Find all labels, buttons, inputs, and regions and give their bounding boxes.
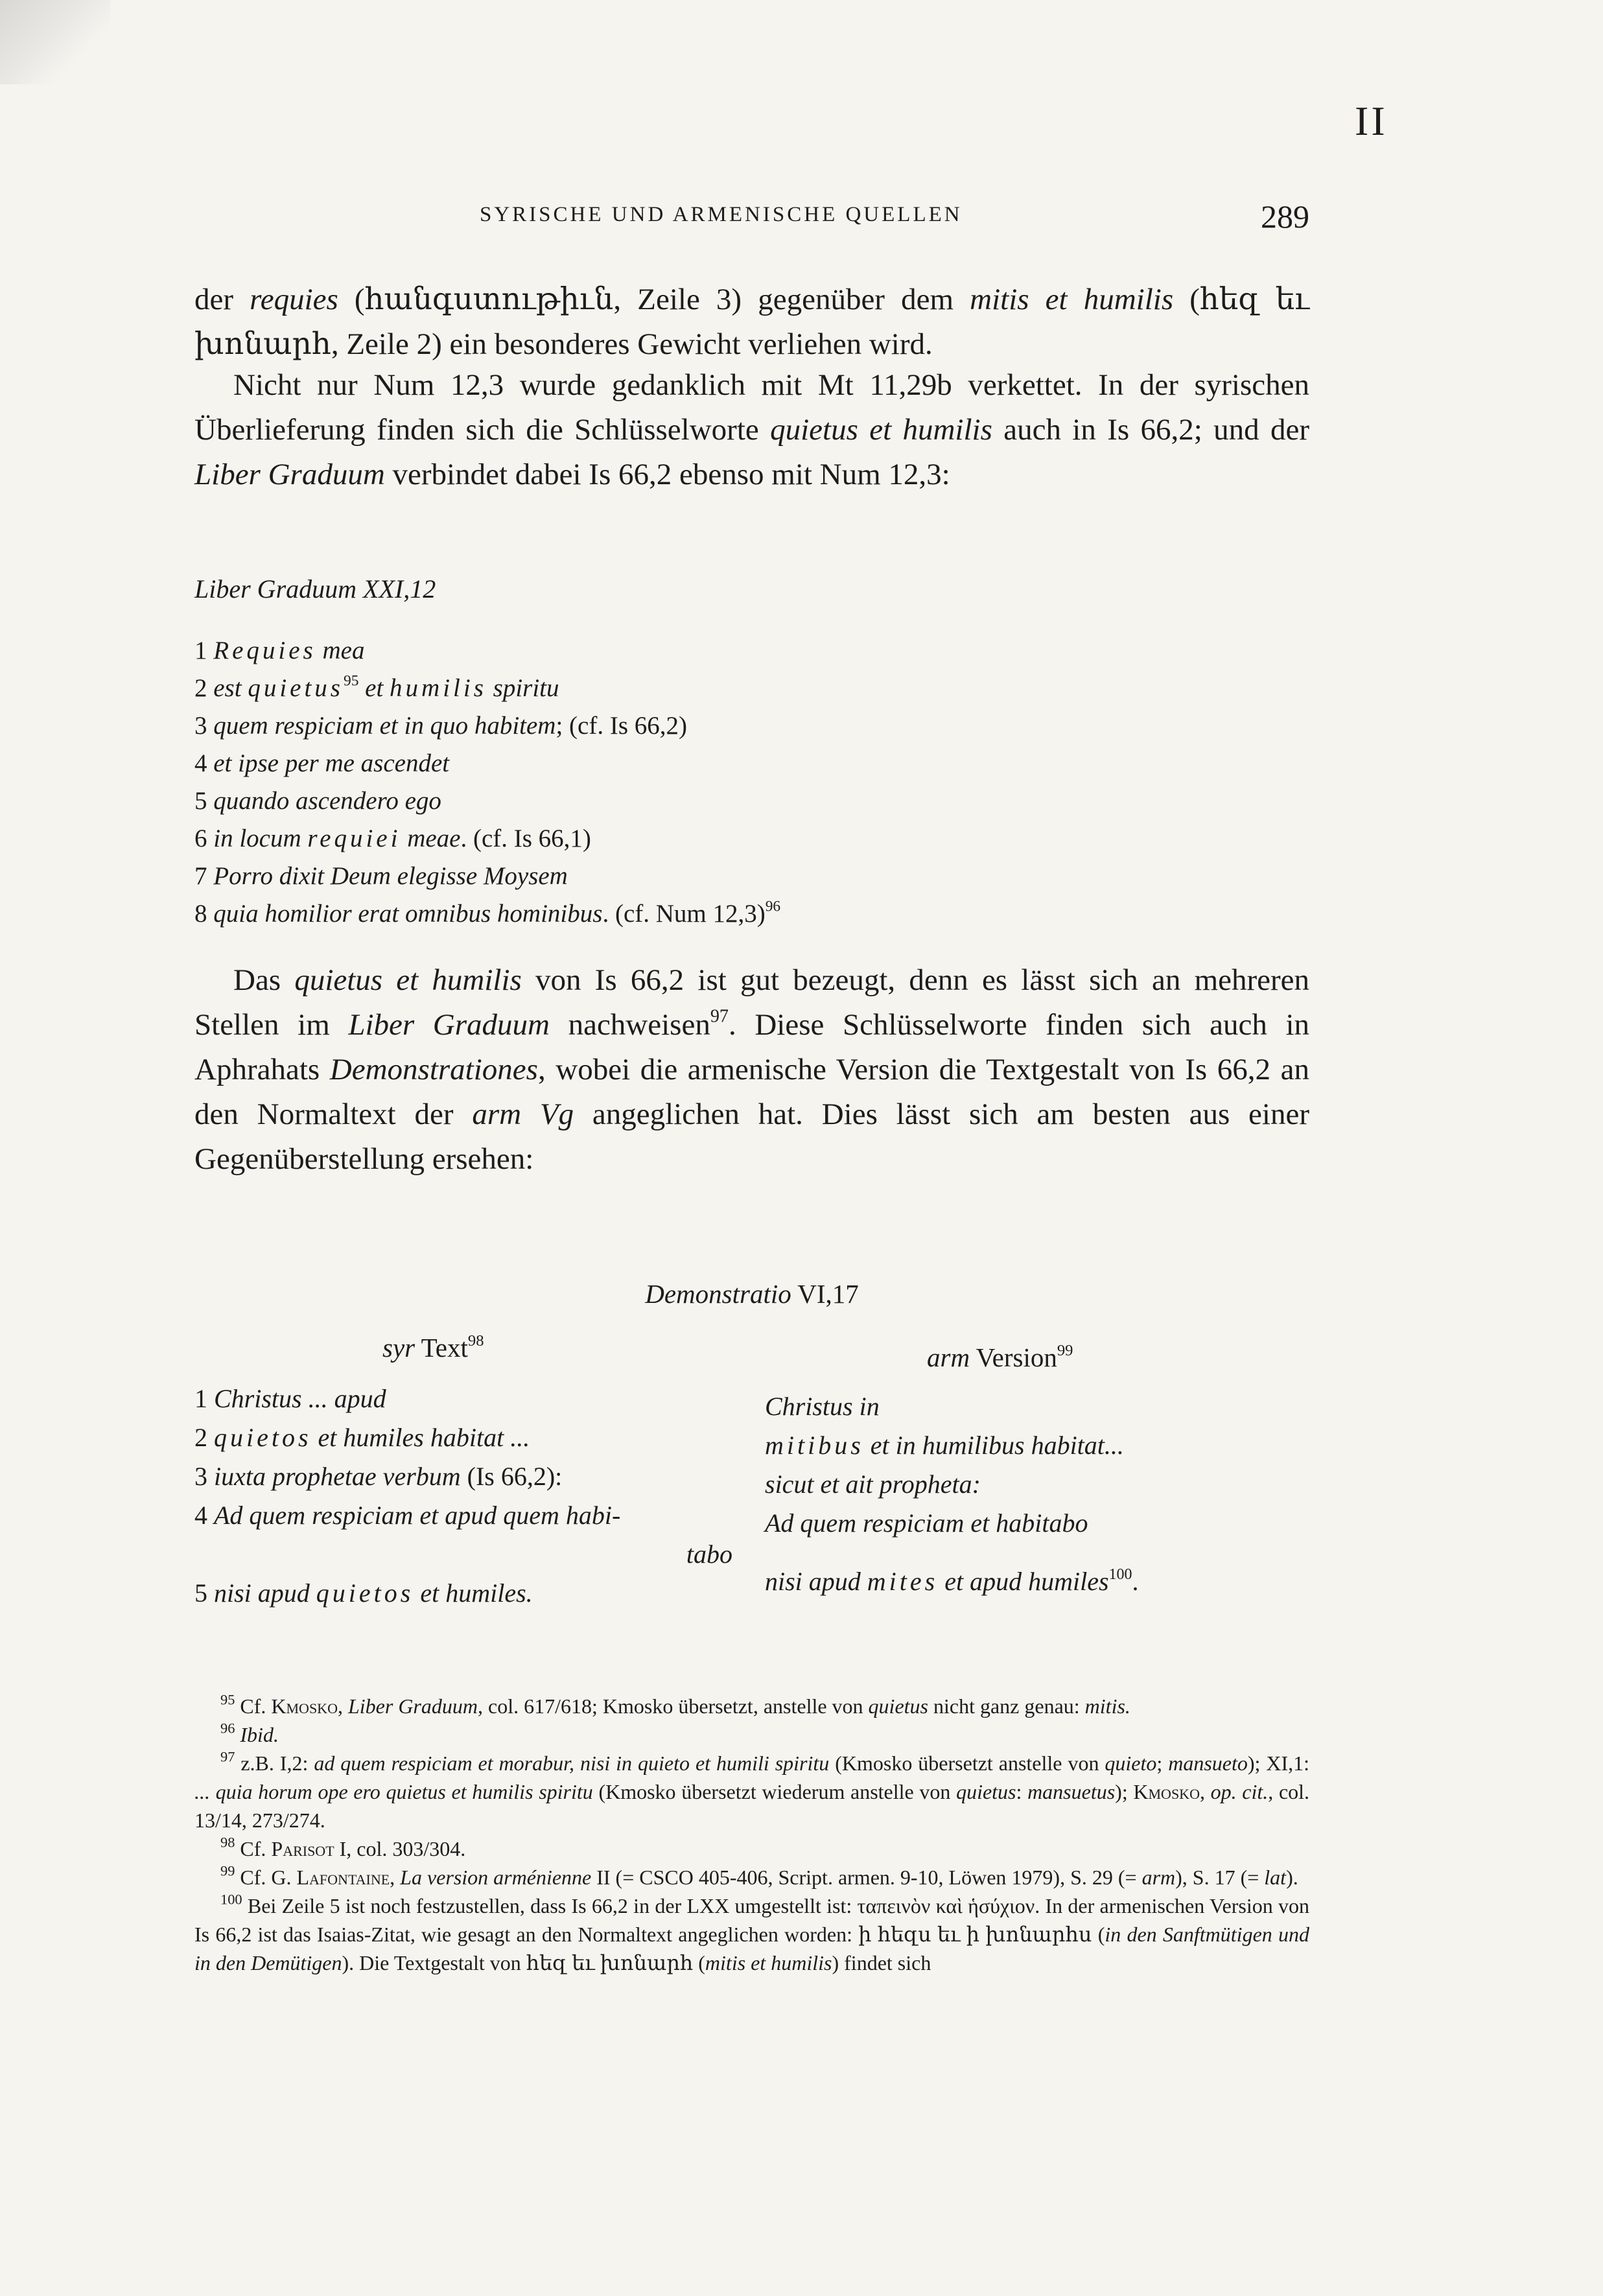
text-run-italic: spiritu	[486, 674, 559, 702]
footnote-number: 98	[220, 1834, 235, 1851]
line-number: 1	[194, 637, 214, 664]
footnote-number: 96	[220, 1720, 235, 1737]
text-run-italic: et apud humiles	[938, 1567, 1109, 1596]
text-run-italic: ad quem respiciam et morabur, nisi in quieto et humili spiritu	[314, 1751, 830, 1775]
paragraph-1	[194, 277, 1309, 367]
text-run: ), S. 17 (=	[1175, 1866, 1265, 1889]
footnote-number: 95	[220, 1691, 235, 1708]
footnote-ref-95[interactable]: 95	[344, 672, 359, 690]
text-run-italic: lat	[1264, 1866, 1287, 1889]
footnote-96	[194, 1720, 1309, 1749]
text-run: ;	[1156, 1751, 1169, 1775]
footnote-ref-99[interactable]: 99	[1057, 1341, 1073, 1359]
text-run: . (cf. Is 66,1)	[460, 825, 591, 852]
text-run-italic: quando ascendero ego	[213, 787, 441, 815]
quote-line-3	[194, 707, 1309, 745]
text-run: , col. 13/14, 273/274.	[194, 1780, 1310, 1832]
line-number: 8	[194, 900, 214, 928]
text-run-italic: quia homilior erat omnibus hominibus	[213, 900, 603, 928]
quote-line-1	[194, 632, 1309, 670]
text-run-spaced: humilis	[390, 674, 487, 702]
quote-title: Liber Graduum XXI,12	[194, 574, 436, 603]
text-run: von Is 66,2 ist gut bezeugt, denn es lässt sich an mehreren Stellen im	[194, 963, 1310, 1042]
text-run-italic: Demonstrationes	[329, 1053, 538, 1086]
text-run-italic: arm	[927, 1342, 970, 1372]
text-run-italic: op. cit.	[1210, 1780, 1269, 1803]
footnote-95	[194, 1692, 1309, 1720]
quote-block	[194, 632, 1309, 933]
text-run: ) findet sich	[832, 1951, 931, 1974]
text-run-italic: quietus	[868, 1694, 928, 1718]
scan-corner-shadow	[0, 0, 110, 84]
line-number: 7	[194, 862, 214, 890]
text-run-italic: et humiles.	[414, 1578, 533, 1608]
arm-line-3: sicut et ait propheta:	[765, 1470, 981, 1499]
running-title: SYRISCHE UND ARMENISCHE QUELLEN	[480, 203, 963, 226]
text-run: ).	[1286, 1866, 1298, 1889]
text-run-italic: requies	[250, 283, 338, 316]
text-run-italic: est	[213, 674, 248, 702]
text-run-italic: ... quia horum ope ero quietus et humilis spiritu	[194, 1780, 593, 1803]
text-run: II (= CSCO 405-406, Script. armen. 9-10, Löwen 1979), S. 29 (=	[591, 1866, 1142, 1889]
footnote-ref-96[interactable]: 96	[765, 898, 781, 915]
text-run: (հեզ եւ խոնարհ, Zeile 2) ein besonderes Gewicht verliehen wird.	[194, 283, 1309, 361]
text-run: ,	[337, 1694, 348, 1718]
text-run: Cf. G.	[235, 1866, 297, 1889]
text-run-italic: Liber Graduum	[194, 458, 385, 491]
text-run-italic: Demonstratio	[645, 1279, 791, 1309]
text-run-italic: meae	[401, 825, 461, 852]
text-run: VI,17	[791, 1279, 859, 1309]
text-run: , wobei die armenische Version die Textgestalt von Is 66,2 an den Normaltext der	[194, 1053, 1309, 1131]
running-head	[194, 198, 1309, 237]
text-run: I, col. 303/304.	[334, 1837, 466, 1860]
text-run-italic: quem respiciam et in quo habitem	[213, 712, 556, 740]
line-number: 5	[194, 1578, 214, 1608]
text-run-italic: et in humilibus habitat...	[863, 1431, 1124, 1460]
spacer	[765, 1543, 1322, 1562]
text-run: (Kmosko übersetzt anstelle von	[829, 1751, 1105, 1775]
paragraph-3	[194, 958, 1309, 1182]
footnote-97	[194, 1749, 1309, 1834]
quote-line-4	[194, 745, 1309, 782]
column-head-arm	[927, 1342, 1073, 1373]
text-run-italic: Porro dixit Deum elegisse Moysem	[213, 862, 568, 890]
text-run-italic: La version arménienne	[400, 1866, 592, 1889]
syr-line-4	[194, 1496, 732, 1535]
text-run: Nicht nur Num 12,3 wurde gedanklich mit Mt 11,29b verkettet. In der syrischen Überlieferung finden sich die Schlüsselworte	[194, 368, 1309, 447]
text-run: Bei Zeile 5 ist noch festzustellen, dass Is 66,2 in der LXX umgestellt ist: ταπεινὸν καὶ ἡσύχιον. In der armenischen Version von Is 66,2 ist das Isaias-Zitat, wie gesagt an den Normaltext angeglichen worden: ի հեզս եւ ի խոնարհս (	[194, 1894, 1309, 1946]
line-number: 2	[194, 674, 214, 702]
text-run: , col. 617/618; Kmosko übersetzt, anstelle von	[477, 1694, 869, 1718]
quote-line-5	[194, 782, 1309, 820]
text-run-spaced: mites	[867, 1567, 939, 1596]
text-run: Version	[970, 1342, 1057, 1372]
quote-line-2	[194, 670, 1309, 707]
text-run-italic: mea	[316, 637, 365, 664]
text-run-italic: quietus	[956, 1780, 1016, 1803]
footnote-ref-98[interactable]: 98	[467, 1331, 484, 1350]
text-run: ,	[390, 1866, 401, 1889]
arm-version-column	[765, 1387, 1322, 1601]
text-run-italic: iuxta prophetae verbum	[214, 1462, 461, 1491]
arm-line-5	[765, 1562, 1322, 1601]
syr-line-2	[194, 1418, 732, 1457]
series-mark: II	[1355, 98, 1388, 144]
text-run-italic: in den Sanftmütigen und in den Demütigen	[194, 1923, 1310, 1974]
text-run-italic: mitis et humilis	[705, 1951, 832, 1974]
footnote-number: 97	[220, 1748, 235, 1765]
text-run-italic: arm	[1141, 1866, 1176, 1889]
footnote-99	[194, 1863, 1309, 1892]
text-run-italic: nisi apud	[214, 1578, 316, 1608]
arm-line-1: Christus in	[765, 1392, 880, 1421]
text-run: (Kmosko übersetzt wiederum anstelle von	[592, 1780, 957, 1803]
quote-line-8	[194, 895, 1309, 933]
text-run: nachweisen	[549, 1008, 710, 1042]
paragraph-2	[194, 363, 1309, 497]
text-run-italic: nisi apud	[765, 1567, 867, 1596]
text-run: nicht ganz genau:	[928, 1694, 1085, 1718]
text-run: verbindet dabei Is 66,2 ebenso mit Num 12,3:	[384, 458, 950, 491]
text-run-italic: mitis.	[1084, 1694, 1130, 1718]
text-run-italic: et humiles habitat ...	[311, 1423, 530, 1452]
text-run-smallcaps: Kmosko	[271, 1694, 338, 1718]
text-run-italic: in locum	[213, 825, 308, 852]
line-number: 5	[194, 787, 214, 815]
text-run: der	[194, 283, 250, 316]
text-run: Das	[233, 963, 295, 997]
footnote-98	[194, 1834, 1309, 1863]
text-run-italic: quieto	[1105, 1751, 1157, 1775]
text-run: .	[1132, 1567, 1139, 1596]
text-run-italic: Ibid.	[240, 1723, 279, 1746]
text-run: ,	[1199, 1780, 1211, 1803]
column-head-syr	[382, 1332, 484, 1363]
footnote-100	[194, 1892, 1309, 1977]
text-run: ; (cf. Is 66,2)	[556, 712, 687, 740]
text-run-spaced: quietos	[316, 1578, 414, 1608]
text-run-italic: quietus et humilis	[770, 413, 992, 447]
line-number: 4	[194, 1501, 214, 1530]
text-run: (Is 66,2):	[460, 1462, 563, 1491]
text-run: (հանգստութիւն, Zeile 3) gegenüber dem	[338, 283, 970, 316]
arm-line-4: Ad quem respiciam et habitabo	[765, 1508, 1088, 1538]
text-run-spaced: quietos	[214, 1423, 312, 1452]
text-run: angeglichen hat. Dies lässt sich am besten aus einer Gegenüberstellung ersehen:	[194, 1097, 1309, 1176]
text-run-spaced: mitibus	[765, 1431, 864, 1460]
text-run-italic: Ad quem respiciam et apud quem habi-	[214, 1501, 621, 1530]
text-run-italic: Liber Graduum	[348, 1008, 550, 1042]
syr-line-4-continuation	[194, 1535, 732, 1574]
line-number: 4	[194, 749, 214, 777]
footnote-ref-97[interactable]: 97	[710, 1006, 729, 1027]
text-run-spaced: requiei	[307, 825, 401, 852]
text-run-italic: mansuetus	[1027, 1780, 1116, 1803]
line-number: 6	[194, 825, 214, 852]
text-run: );	[1115, 1780, 1134, 1803]
text-run: Cf.	[235, 1694, 272, 1718]
text-run-italic: Liber Graduum	[347, 1694, 478, 1718]
syr-line-3	[194, 1457, 732, 1496]
text-run-italic: arm Vg	[472, 1097, 574, 1131]
text-run-smallcaps: Parisot	[271, 1837, 334, 1860]
text-run: . (cf. Num 12,3)	[602, 900, 766, 928]
syr-line-5	[194, 1574, 732, 1613]
text-run: z.B. I,2:	[235, 1751, 314, 1775]
text-run: :	[1016, 1780, 1028, 1803]
footnote-number: 100	[220, 1891, 242, 1908]
text-run-italic: mitis et humilis	[970, 283, 1174, 316]
quote-line-7	[194, 858, 1309, 895]
text-run-smallcaps: Lafontaine	[296, 1866, 390, 1889]
footnote-ref-100[interactable]: 100	[1108, 1566, 1132, 1584]
text-run: ); XI,1:	[1247, 1751, 1310, 1775]
text-run: . Diese Schlüsselworte finden sich auch in Aphrahats	[194, 1008, 1309, 1086]
demonstratio-title	[194, 1278, 1309, 1309]
arm-line-2	[765, 1426, 1322, 1465]
text-run: ). Die Textgestalt von հեզ եւ խոնարհ (	[342, 1951, 705, 1974]
text-run-italic: et	[358, 674, 390, 702]
syr-text-column	[194, 1379, 732, 1613]
syr-line-1	[194, 1379, 732, 1418]
text-run-smallcaps: Kmosko	[1133, 1780, 1200, 1803]
text-run-italic: quietus et humilis	[294, 963, 522, 997]
text-run-spaced: quietus	[248, 674, 344, 702]
footnote-number: 99	[220, 1862, 235, 1879]
text-run: auch in Is 66,2; und der	[992, 413, 1310, 447]
text-run: Cf.	[235, 1837, 272, 1860]
footnotes	[194, 1692, 1309, 1977]
line-number: 2	[194, 1423, 214, 1452]
text-run-italic: syr	[382, 1333, 415, 1363]
text-run-italic: Christus ... apud	[214, 1384, 386, 1413]
line-number: 3	[194, 712, 214, 740]
line-number: 3	[194, 1462, 214, 1491]
quote-line-6	[194, 820, 1309, 858]
text-run-italic: et ipse per me ascendet	[213, 749, 450, 777]
page-number: 289	[1261, 198, 1309, 235]
line-number: 1	[194, 1384, 214, 1413]
text-run-italic: tabo	[686, 1540, 732, 1569]
text-run: Text	[415, 1333, 468, 1363]
text-run-spaced: Requies	[213, 637, 316, 664]
text-run-italic: mansueto	[1168, 1751, 1248, 1775]
